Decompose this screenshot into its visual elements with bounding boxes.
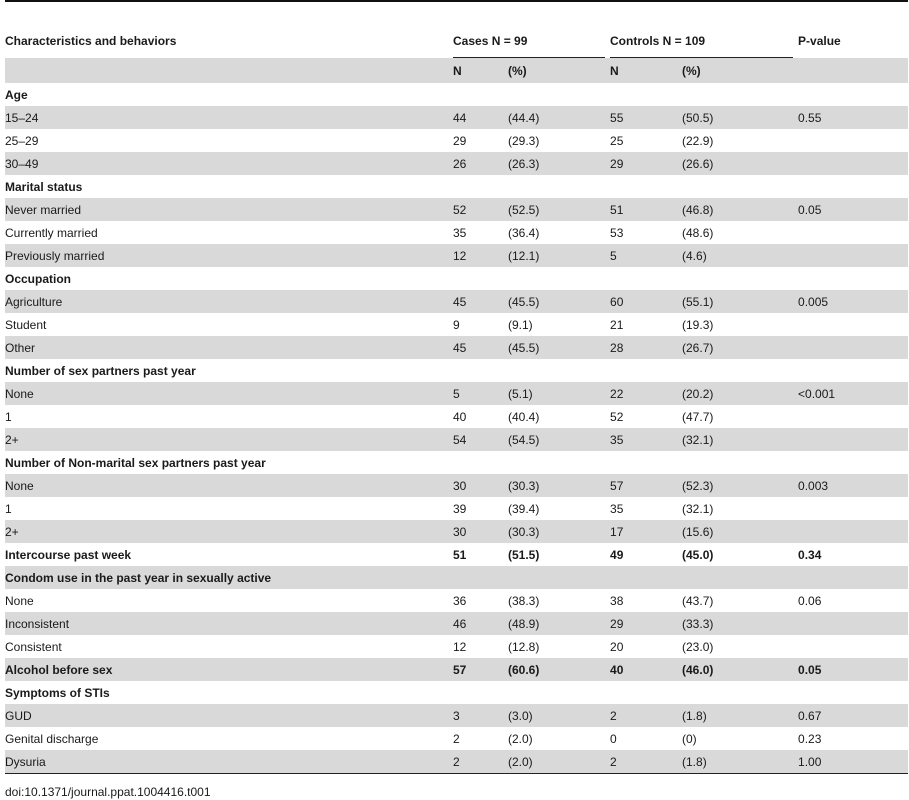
- controls-n: [610, 451, 682, 474]
- p-value: [798, 428, 908, 451]
- cases-pct: (39.4): [508, 501, 540, 516]
- cases-pct: [508, 83, 610, 106]
- controls-n: [610, 359, 682, 382]
- controls-pct: [682, 681, 798, 704]
- table-row: [5, 106, 908, 129]
- controls-pct: (32.1): [682, 501, 714, 516]
- controls-pct: [682, 566, 798, 589]
- table-row: [5, 129, 908, 152]
- p-value: [798, 129, 908, 152]
- controls-pct: (26.7): [682, 340, 714, 355]
- p-value: [798, 451, 908, 474]
- row-label: Currently married: [5, 225, 98, 240]
- table-row: [5, 221, 908, 244]
- section-row: [5, 267, 908, 290]
- cases-n: [453, 566, 508, 589]
- table-row: [5, 704, 908, 727]
- table-row: [5, 727, 908, 750]
- p-value: [798, 681, 908, 704]
- controls-n: 49: [610, 547, 624, 562]
- row-label: None: [5, 478, 34, 493]
- p-value: 0.23: [798, 731, 822, 746]
- cases-pct: [508, 451, 610, 474]
- controls-pct: (4.6): [682, 248, 707, 263]
- table-row: [5, 428, 908, 451]
- p-value: [798, 175, 908, 198]
- cases-n: [453, 681, 508, 704]
- cases-pct: (2.0): [508, 731, 533, 746]
- controls-n: 51: [610, 202, 624, 217]
- pvalue-header: P-value: [798, 34, 841, 48]
- controls-pct: (55.1): [682, 294, 714, 309]
- cases-pct-header: (%): [508, 63, 527, 78]
- row-label: Previously married: [5, 248, 105, 263]
- pvalue-subheader-blank: [798, 58, 908, 83]
- controls-pct: (20.2): [682, 386, 714, 401]
- controls-pct: (1.8): [682, 750, 798, 774]
- p-value: [798, 152, 908, 175]
- controls-pct: (1.8): [682, 708, 707, 723]
- cases-n: [453, 359, 508, 382]
- controls-pct: (52.3): [682, 478, 714, 493]
- row-label: Other: [5, 340, 36, 355]
- table-row: [5, 198, 908, 221]
- row-label: Consistent: [5, 639, 62, 654]
- controls-pct: [682, 267, 798, 290]
- data-table: [5, 24, 908, 774]
- controls-n: 5: [610, 248, 617, 263]
- controls-n: [610, 175, 682, 198]
- cases-pct: (12.1): [508, 248, 540, 263]
- cases-pct: (29.3): [508, 133, 540, 148]
- p-value: 0.05: [798, 662, 822, 677]
- controls-n: 17: [610, 524, 624, 539]
- section-row: [5, 658, 908, 681]
- p-value: 0.06: [798, 593, 822, 608]
- controls-pct: (48.6): [682, 225, 714, 240]
- cases-pct: [508, 175, 610, 198]
- controls-n: 28: [610, 340, 624, 355]
- controls-n: 29: [610, 156, 624, 171]
- row-label: Never married: [5, 202, 82, 217]
- cases-n: 52: [453, 202, 467, 217]
- cases-n: [453, 175, 508, 198]
- controls-n-header: N: [610, 63, 619, 78]
- cases-n: 46: [453, 616, 467, 631]
- p-value: 0.34: [798, 547, 822, 562]
- p-value: [798, 612, 908, 635]
- cases-n: 45: [453, 340, 467, 355]
- row-label: 2+: [5, 432, 19, 447]
- controls-n: 53: [610, 225, 624, 240]
- cases-header: [453, 24, 610, 58]
- p-value: [798, 566, 908, 589]
- p-value: 1.00: [798, 750, 908, 774]
- controls-pct: [682, 451, 798, 474]
- row-label: Occupation: [5, 271, 72, 286]
- table-row: [5, 313, 908, 336]
- top-rule: [5, 0, 908, 2]
- p-value: 0.05: [798, 202, 822, 217]
- controls-pct: [682, 175, 798, 198]
- controls-n: 0: [610, 731, 617, 746]
- controls-header-label: Controls N = 109: [610, 34, 706, 48]
- cases-pct: (26.3): [508, 156, 540, 171]
- cases-n: 29: [453, 133, 467, 148]
- controls-n: 52: [610, 409, 624, 424]
- cases-pct: (60.6): [508, 662, 540, 677]
- controls-n: [610, 681, 682, 704]
- cases-n: [453, 83, 508, 106]
- row-label: Alcohol before sex: [5, 662, 113, 677]
- p-value: [798, 267, 908, 290]
- section-row: [5, 681, 908, 704]
- controls-pct: (19.3): [682, 317, 714, 332]
- cases-pct: (36.4): [508, 225, 540, 240]
- p-value: [798, 221, 908, 244]
- section-row: [5, 566, 908, 589]
- table-row: [5, 244, 908, 267]
- row-label: Intercourse past week: [5, 547, 132, 562]
- cases-n: 40: [453, 409, 467, 424]
- row-label: GUD: [5, 708, 32, 723]
- p-value: 0.67: [798, 708, 822, 723]
- cases-n: 12: [453, 639, 467, 654]
- table-body: [5, 83, 908, 774]
- p-value: [798, 336, 908, 359]
- controls-pct: (46.0): [682, 662, 714, 677]
- cases-pct: (12.8): [508, 639, 540, 654]
- section-row: [5, 175, 908, 198]
- subheader-blank: [5, 58, 453, 83]
- row-label: Inconsistent: [5, 616, 70, 631]
- cases-underline: [453, 57, 605, 58]
- cases-pct: [508, 359, 610, 382]
- row-label: Age: [5, 87, 28, 102]
- row-label: None: [5, 386, 34, 401]
- cases-n: 45: [453, 294, 467, 309]
- cases-n: 3: [453, 708, 460, 723]
- section-row: [5, 83, 908, 106]
- section-row: [5, 543, 908, 566]
- table-row: [5, 635, 908, 658]
- row-label: None: [5, 593, 34, 608]
- controls-pct: [682, 359, 798, 382]
- row-label: 25–29: [5, 133, 39, 148]
- p-value: [798, 359, 908, 382]
- row-label: 30–49: [5, 156, 39, 171]
- controls-n: 57: [610, 478, 624, 493]
- row-label: Genital discharge: [5, 731, 99, 746]
- table-row: [5, 405, 908, 428]
- controls-pct: (45.0): [682, 547, 714, 562]
- controls-n: 35: [610, 501, 624, 516]
- table-row: [5, 589, 908, 612]
- section-row: [5, 451, 908, 474]
- cases-pct: (54.5): [508, 432, 540, 447]
- controls-n: 55: [610, 110, 624, 125]
- controls-n: 35: [610, 432, 624, 447]
- row-label: Symptoms of STIs: [5, 685, 110, 700]
- controls-pct-header: (%): [682, 63, 701, 78]
- controls-pct: (32.1): [682, 432, 714, 447]
- controls-n: 38: [610, 593, 624, 608]
- controls-n: 21: [610, 317, 624, 332]
- row-label: 15–24: [5, 110, 39, 125]
- cases-n: 57: [453, 662, 467, 677]
- p-value: [798, 520, 908, 543]
- p-value: [798, 83, 908, 106]
- cases-pct: (5.1): [508, 386, 533, 401]
- controls-underline: [610, 57, 793, 58]
- row-label: Condom use in the past year in sexually active: [5, 570, 272, 585]
- p-value: [798, 313, 908, 336]
- controls-n: 20: [610, 639, 624, 654]
- cases-header-label: Cases N = 99: [453, 34, 528, 48]
- controls-pct: (47.7): [682, 409, 714, 424]
- table-row: [5, 152, 908, 175]
- cases-n: 2: [453, 750, 508, 774]
- controls-n: 25: [610, 133, 624, 148]
- controls-pct: (43.7): [682, 593, 714, 608]
- controls-n: [610, 267, 682, 290]
- cases-pct: (44.4): [508, 110, 540, 125]
- cases-n: 12: [453, 248, 467, 263]
- cases-pct: (51.5): [508, 547, 540, 562]
- p-value: [798, 497, 908, 520]
- table-row: [5, 474, 908, 497]
- p-value: [798, 244, 908, 267]
- cases-pct: (2.0): [508, 750, 610, 774]
- subheader-row: [5, 58, 908, 83]
- cases-pct: (52.5): [508, 202, 540, 217]
- section-row: [5, 359, 908, 382]
- controls-pct: (26.6): [682, 156, 714, 171]
- cases-n: [453, 267, 508, 290]
- p-value: 0.005: [798, 294, 829, 309]
- table-row: [5, 290, 908, 313]
- header-row: [5, 24, 908, 58]
- controls-n: 2: [610, 708, 617, 723]
- controls-pct: [682, 83, 798, 106]
- cases-pct: (38.3): [508, 593, 540, 608]
- row-label: Agriculture: [5, 294, 63, 309]
- controls-pct: (0): [682, 731, 697, 746]
- row-label: Number of sex partners past year: [5, 363, 196, 378]
- p-value: [798, 635, 908, 658]
- cases-n: [453, 451, 508, 474]
- table-row: [5, 497, 908, 520]
- p-value: 0.55: [798, 110, 822, 125]
- cases-n: 30: [453, 478, 467, 493]
- controls-n: 2: [610, 750, 682, 774]
- controls-pct: (50.5): [682, 110, 714, 125]
- row-label: 2+: [5, 524, 19, 539]
- controls-pct: (33.3): [682, 616, 714, 631]
- cases-pct: (48.9): [508, 616, 540, 631]
- p-value: [798, 405, 908, 428]
- table-row: [5, 336, 908, 359]
- cases-n: 2: [453, 731, 460, 746]
- controls-n: 60: [610, 294, 624, 309]
- cases-n: 26: [453, 156, 467, 171]
- cases-n: 54: [453, 432, 467, 447]
- doi-footer: doi:10.1371/journal.ppat.1004416.t001: [5, 785, 211, 799]
- cases-pct: (30.3): [508, 478, 540, 493]
- cases-n: 30: [453, 524, 467, 539]
- p-value: 0.003: [798, 478, 829, 493]
- cases-n: 9: [453, 317, 460, 332]
- controls-pct: (23.0): [682, 639, 714, 654]
- row-label: Marital status: [5, 179, 83, 194]
- cases-n: 35: [453, 225, 467, 240]
- cases-pct: (30.3): [508, 524, 540, 539]
- cases-n: 5: [453, 386, 460, 401]
- controls-n: 29: [610, 616, 624, 631]
- row-label: 1: [5, 501, 12, 516]
- controls-header: [610, 24, 798, 58]
- table-row: [5, 750, 908, 774]
- cases-n: 51: [453, 547, 467, 562]
- cases-pct: (3.0): [508, 708, 533, 723]
- row-label: 1: [5, 409, 12, 424]
- cases-pct: (9.1): [508, 317, 533, 332]
- cases-pct: [508, 681, 610, 704]
- controls-pct: (22.9): [682, 133, 714, 148]
- cases-n: 44: [453, 110, 467, 125]
- p-value: <0.001: [798, 386, 836, 401]
- cases-pct: (40.4): [508, 409, 540, 424]
- controls-pct: (15.6): [682, 524, 714, 539]
- characteristics-header: Characteristics and behaviors: [5, 34, 177, 48]
- cases-pct: (45.5): [508, 340, 540, 355]
- table-row: [5, 612, 908, 635]
- table-row: [5, 382, 908, 405]
- controls-pct: (46.8): [682, 202, 714, 217]
- cases-pct: [508, 566, 610, 589]
- cases-n: 39: [453, 501, 467, 516]
- row-label: Student: [5, 317, 47, 332]
- controls-n: 40: [610, 662, 624, 677]
- cases-pct: [508, 267, 610, 290]
- controls-n: [610, 83, 682, 106]
- row-label: Number of Non-marital sex partners past year: [5, 455, 266, 470]
- cases-n: 36: [453, 593, 467, 608]
- controls-n: [610, 566, 682, 589]
- cases-pct: (45.5): [508, 294, 540, 309]
- controls-n: 22: [610, 386, 624, 401]
- cases-n-header: N: [453, 63, 462, 78]
- table-row: [5, 520, 908, 543]
- row-label: Dysuria: [5, 750, 453, 774]
